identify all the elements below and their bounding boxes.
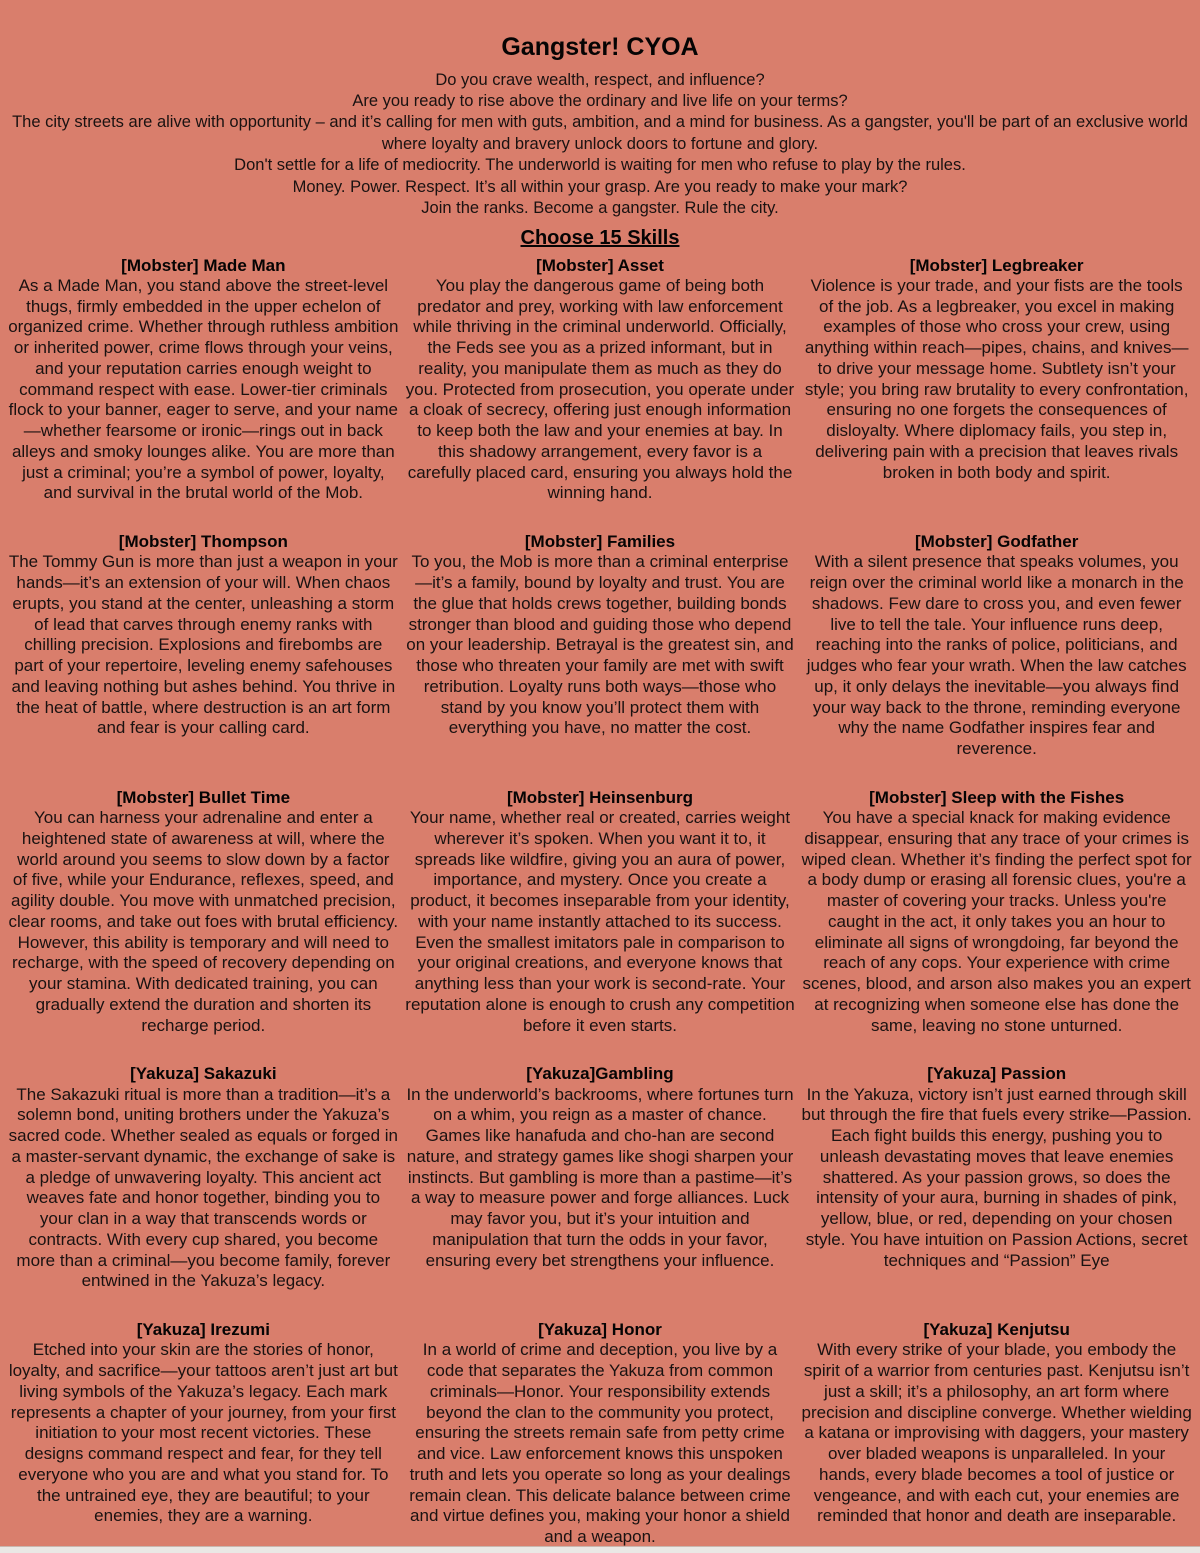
skill-description: Etched into your skin are the stories of honor, loyalty, and sacrifice—your tattoos aren’t just art but living symbols of the Yakuza’s legacy. Each mark represents a chapter of your journey, from your first initiation to your most recent victories. These designs command respect and fear, for they tell everyone who you are and what you stand for. To the untrained eye, they are beautiful; to your enemies, they are a warning. [8, 1340, 398, 1526]
skill-card-honor [405, 1320, 796, 1548]
skill-description: To you, the Mob is more than a criminal enterprise—it’s a family, bound by loyalty and trust. You are the glue that holds crews together, building bonds stronger than blood and guiding those who depend on your leadership. Betrayal is the greatest sin, and those who threaten your family are met with swift retribution. Loyalty runs both ways—those who stand by you know you’ll protect them with everything you have, no matter the cost. [406, 552, 794, 738]
skill-card-legbreaker [801, 256, 1192, 504]
skill-title: [Mobster] Thompson [118, 532, 288, 552]
skill-title: [Mobster] Godfather [914, 532, 1079, 552]
skill-card-godfather [801, 532, 1192, 760]
skill-description: You have a special knack for making evidence disappear, ensuring that any trace of your crimes is wiped clean. Whether it’s finding the perfect spot for a body dump or erasing all forensic clues, you're a master of covering your tracks. Unless you're caught in the act, it only takes you an hour to eliminate all signs of wrongdoing, far beyond the reach of any cops. Your experience with crime scenes, blood, and arson also makes you an expert at recognizing when someone else has done the same, leaving no stone unturned. [801, 808, 1192, 1035]
skill-description: In the underworld’s backrooms, where fortunes turn on a whim, you reign as a master of chance. Games like hanafuda and cho-han are second nature, and strategy games like shogi sharpen your instincts. But gambling is more than a pastime—it’s a way to measure power and forge alliances. Luck may favor you, but it’s your intuition and manipulation that turn the odds in your favor, ensuring every bet strengthens your influence. [406, 1084, 794, 1270]
skill-description: In the Yakuza, victory isn’t just earned through skill but through the fire that fuels every strike—Passion. Each fight builds this energy, pushing you to unleash devastating moves that leave enemies shattered. As your passion grows, so does the intensity of your aura, burning in shades of pink, yellow, blue, or red, depending on your chosen style. You have intuition on Passion Actions, secret techniques and “Passion” Eye [801, 1084, 1192, 1270]
skill-description: The Tommy Gun is more than just a weapon in your hands—it’s an extension of your will. When chaos erupts, you stand at the center, unleashing a storm of lead that carves through enemy ranks with chilling precision. Explosions and firebombs are part of your repertoire, leveling enemy safehouses and leaving nothing but ashes behind. You thrive in the heat of battle, where destruction is an art form and fear is your calling card. [8, 552, 398, 738]
skill-title: [Mobster] Bullet Time [116, 787, 291, 807]
skill-card-families [405, 532, 796, 760]
skill-description: Your name, whether real or created, carries weight wherever it’s spoken. When you want it to, it spreads like wildfire, giving you an aura of power, importance, and mystery. Once you create a product, it becomes inseparable from your identity, with your name instantly attached to its success. Even the smallest imitators pale in comparison to your original creations, and everyone knows that anything less than your work is second-rate. Your reputation alone is enough to crush any competition before it even starts. [405, 808, 795, 1035]
skill-title: [Mobster] Legbreaker [909, 255, 1084, 275]
skill-title: [Yakuza] Sakazuki [130, 1064, 277, 1084]
page-bottom-edge [0, 1546, 1200, 1553]
skills-grid [8, 256, 1192, 1548]
skill-card-sleep-with-the-fishes [801, 788, 1192, 1036]
skill-card-passion [801, 1064, 1192, 1292]
skill-title: [Yakuza] Irezumi [136, 1319, 270, 1339]
intro-line: Money. Power. Respect. It’s all within your grasp. Are you ready to make your mark? [292, 177, 908, 196]
skill-card-heinsenburg [405, 788, 796, 1036]
skill-title: [Yakuza] Kenjutsu [923, 1319, 1070, 1339]
skill-description: You play the dangerous game of being both predator and prey, working with law enforcement while thriving in the criminal underworld. Officially, the Feds see you as a prized informant, but in reality, you manipulate them as much as they do you. Protected from prosecution, you operate under a cloak of secrecy, offering just enough information to keep both the law and your enemies at bay. In this shadowy arrangement, every favor is a carefully placed card, ensuring you always hold the winning hand. [405, 275, 795, 503]
skill-description: Violence is your trade, and your fists are the tools of the job. As a legbreaker, you excel in making examples of those who cross your crew, using anything within reach—pipes, chains, and knives—to drive your message home. Subtlety isn’t your style; you bring raw brutality to every confrontation, ensuring no one forgets the consequences of disloyalty. Where diplomacy fails, you step in, delivering pain with a precision that leaves rivals broken in both body and spirit. [804, 275, 1189, 482]
skill-title: [Yakuza] Passion [927, 1064, 1067, 1084]
skill-title: [Yakuza]Gambling [526, 1064, 674, 1084]
skill-card-thompson [8, 532, 399, 760]
skill-title: [Mobster] Asset [536, 255, 664, 275]
skill-title: [Mobster] Families [524, 532, 676, 552]
document-header [8, 34, 1192, 250]
skill-title: [Yakuza] Honor [538, 1319, 662, 1339]
section-heading: Choose 15 Skills [520, 226, 680, 249]
skill-title: [Mobster] Made Man [121, 255, 286, 275]
skill-description: With a silent presence that speaks volumes, you reign over the criminal world like a monarch in the shadows. Few dare to cross you, and even fewer live to tell the tale. Your influence runs deep, reaching into the ranks of police, politicians, and judges who fear your wrath. When the law catches up, it only delays the inevitable—you always find your way back to the throne, reminding everyone why the name Godfather inspires fear and reverence. [806, 552, 1187, 759]
skill-description: As a Made Man, you stand above the street-level thugs, firmly embedded in the upper echelon of organized crime. Whether through ruthless ambition or inherited power, crime flows through your veins, and your reputation carries enough weight to command respect with ease. Lower-tier criminals flock to your banner, eager to serve, and your name—whether fearsome or ironic—rings out in back alleys and smoky lounges alike. You are more than just a criminal; you’re a symbol of power, loyalty, and survival in the brutal world of the Mob. [8, 275, 399, 503]
skill-card-made-man [8, 256, 399, 504]
skill-description: With every strike of your blade, you embody the spirit of a warrior from centuries past. Kenjutsu isn’t just a skill; it’s a philosophy, an art form where precision and discipline converge. Whether wielding a katana or improvising with daggers, your mastery over bladed weapons is unparalleled. In your hands, every blade becomes a tool of justice or vengeance, and with each cut, your enemies are reminded that honor and death are inseparable. [801, 1340, 1192, 1526]
skill-card-sakazuki [8, 1064, 399, 1292]
skill-card-bullet-time [8, 788, 399, 1036]
skill-card-irezumi [8, 1320, 399, 1548]
intro-line: Don't settle for a life of mediocrity. The underworld is waiting for men who refuse to play by the rules. [234, 156, 966, 175]
page-title: Gangster! CYOA [501, 33, 699, 61]
skill-description: You can harness your adrenaline and enter a heightened state of awareness at will, where the world around you seems to slow down by a factor of five, while your Endurance, reflexes, speed, and agility double. You move with unmatched precision, clear rooms, and take out foes with brutal efficiency. However, this ability is temporary and will need to recharge, with the speed of recovery depending on your stamina. With dedicated training, you can gradually extend the duration and shorten its recharge period. [8, 808, 399, 1035]
skill-description: The Sakazuki ritual is more than a tradition—it’s a solemn bond, uniting brothers under the Yakuza’s sacred code. Whether sealed as equals or forged in a master-servant dynamic, the exchange of sake is a pledge of unwavering loyalty. This ancient act weaves fate and honor together, binding you to your clan in a way that transcends words or contracts. With every cup shared, you become more than a criminal—you become family, forever entwined in the Yakuza’s legacy. [8, 1084, 398, 1291]
intro-line: Are you ready to rise above the ordinary and live life on your terms? [352, 91, 848, 110]
intro-line: Join the ranks. Become a gangster. Rule the city. [421, 199, 779, 218]
skill-title: [Mobster] Sleep with the Fishes [869, 787, 1125, 807]
skill-card-asset [405, 256, 796, 504]
skill-description: In a world of crime and deception, you live by a code that separates the Yakuza from common criminals—Honor. Your responsibility extends beyond the clan to the community you protect, ensuring the streets remain safe from petty crime and vice. Law enforcement knows this unspoken truth and lets you operate so long as your dealings remain clean. This delicate balance between crime and virtue defines you, making your honor a shield and a weapon. [409, 1340, 791, 1546]
skill-card-kenjutsu [801, 1320, 1192, 1548]
skill-card-gambling [405, 1064, 796, 1292]
intro-line: The city streets are alive with opportunity – and it’s calling for men with guts, ambition, and a mind for business. As a gangster, you'll be part of an exclusive world where loyalty and bravery unlock doors to fortune and glory. [12, 113, 1188, 153]
skill-title: [Mobster] Heinsenburg [506, 787, 694, 807]
intro-line: Do you crave wealth, respect, and influence? [435, 70, 765, 89]
